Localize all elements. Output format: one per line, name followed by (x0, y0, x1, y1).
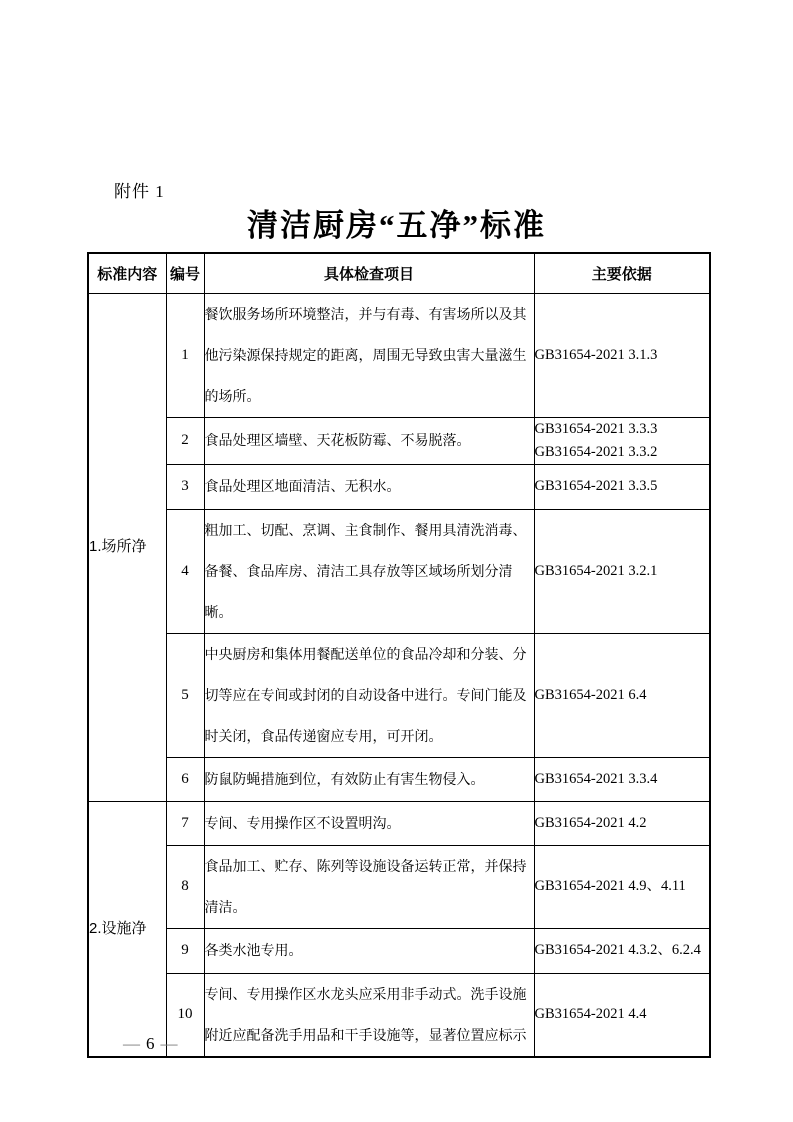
row-number-cell: 3 (166, 464, 204, 509)
basis-cell (534, 509, 710, 633)
basis-line: GB31654-2021 3.3.5 (534, 478, 658, 494)
basis-cell (534, 845, 710, 928)
table-header-row (88, 253, 710, 293)
row-number-cell: 4 (166, 509, 204, 633)
basis-line: GB31654-2021 4.3.2、6.2.4 (534, 942, 701, 958)
row-number-cell: 1 (166, 293, 204, 417)
basis-line: GB31654-2021 4.2 (534, 814, 647, 831)
row-number-cell: 10 (166, 973, 204, 1057)
table-row (88, 928, 710, 973)
inspection-item-cell: 各类水池专用。 (204, 928, 534, 973)
row-number-cell: 6 (166, 757, 204, 801)
basis-line: GB31654-2021 3.1.3 (534, 346, 658, 363)
category-cell: 1.场所净 (88, 293, 166, 801)
inspection-item-cell: 食品处理区墙壁、天花板防霉、不易脱落。 (204, 417, 534, 464)
basis-cell (534, 417, 710, 464)
inspection-item-cell: 专间、专用操作区水龙头应采用非手动式。洗手设施附近应配备洗手用品和干手设施等，显著位置应标示 (204, 973, 534, 1057)
basis-cell (534, 293, 710, 417)
page-number-footer (117, 1034, 184, 1054)
attachment-label: 附件 1 (114, 182, 165, 201)
inspection-item-cell: 专间、专用操作区不设置明沟。 (204, 801, 534, 845)
table-row (88, 293, 710, 417)
inspection-item-cell: 防鼠防蝇措施到位，有效防止有害生物侵入。 (204, 757, 534, 801)
basis-line: GB31654-2021 3.2.1 (534, 562, 658, 579)
table-row (88, 464, 710, 509)
row-number-cell: 7 (166, 801, 204, 845)
row-number-cell: 5 (166, 633, 204, 757)
basis-line: GB31654-2021 3.3.3 (534, 420, 658, 437)
table-row (88, 757, 710, 801)
basis-cell (534, 633, 710, 757)
basis-cell (534, 801, 710, 845)
basis-line: GB31654-2021 3.3.2 (534, 443, 658, 460)
row-number-cell: 2 (166, 417, 204, 464)
row-number-cell: 8 (166, 845, 204, 928)
row-number-cell: 9 (166, 928, 204, 973)
page-title: 清洁厨房“五净”标准 (247, 208, 546, 243)
table-row (88, 633, 710, 757)
table-row (88, 417, 710, 464)
table-row (88, 845, 710, 928)
inspection-item-cell: 中央厨房和集体用餐配送单位的食品冷却和分装、分切等应在专间或封闭的自动设备中进行。专间门能及时关闭，食品传递窗应专用，可开闭。 (204, 633, 534, 757)
column-header-number: 编号 (166, 253, 204, 293)
footer-right-dash: — (160, 1034, 178, 1053)
basis-line: GB31654-2021 4.9、4.11 (534, 878, 686, 894)
standards-table (87, 252, 711, 1058)
table-row (88, 509, 710, 633)
inspection-item-cell: 餐饮服务场所环境整洁，并与有毒、有害场所以及其他污染源保持规定的距离，周围无导致虫害大量滋生的场所。 (204, 293, 534, 417)
column-header-basis: 主要依据 (534, 253, 710, 293)
basis-line: GB31654-2021 3.3.4 (534, 770, 658, 787)
inspection-item-cell: 粗加工、切配、烹调、主食制作、餐用具清洗消毒、备餐、食品库房、清洁工具存放等区域场所划分清晰。 (204, 509, 534, 633)
basis-cell (534, 928, 710, 973)
category-cell: 2.设施净 (88, 801, 166, 1057)
footer-left-dash: — (123, 1034, 140, 1053)
footer-page-number: 6 (146, 1034, 155, 1053)
table-row (88, 801, 710, 845)
basis-cell (534, 464, 710, 509)
basis-cell (534, 973, 710, 1057)
inspection-item-cell: 食品处理区地面清洁、无积水。 (204, 464, 534, 509)
column-header-item: 具体检查项目 (204, 253, 534, 293)
inspection-item-cell: 食品加工、贮存、陈列等设施设备运转正常，并保持清洁。 (204, 845, 534, 928)
column-header-category: 标准内容 (88, 253, 166, 293)
basis-line: GB31654-2021 4.4 (534, 1006, 647, 1022)
basis-cell (534, 757, 710, 801)
basis-line: GB31654-2021 6.4 (534, 686, 647, 703)
